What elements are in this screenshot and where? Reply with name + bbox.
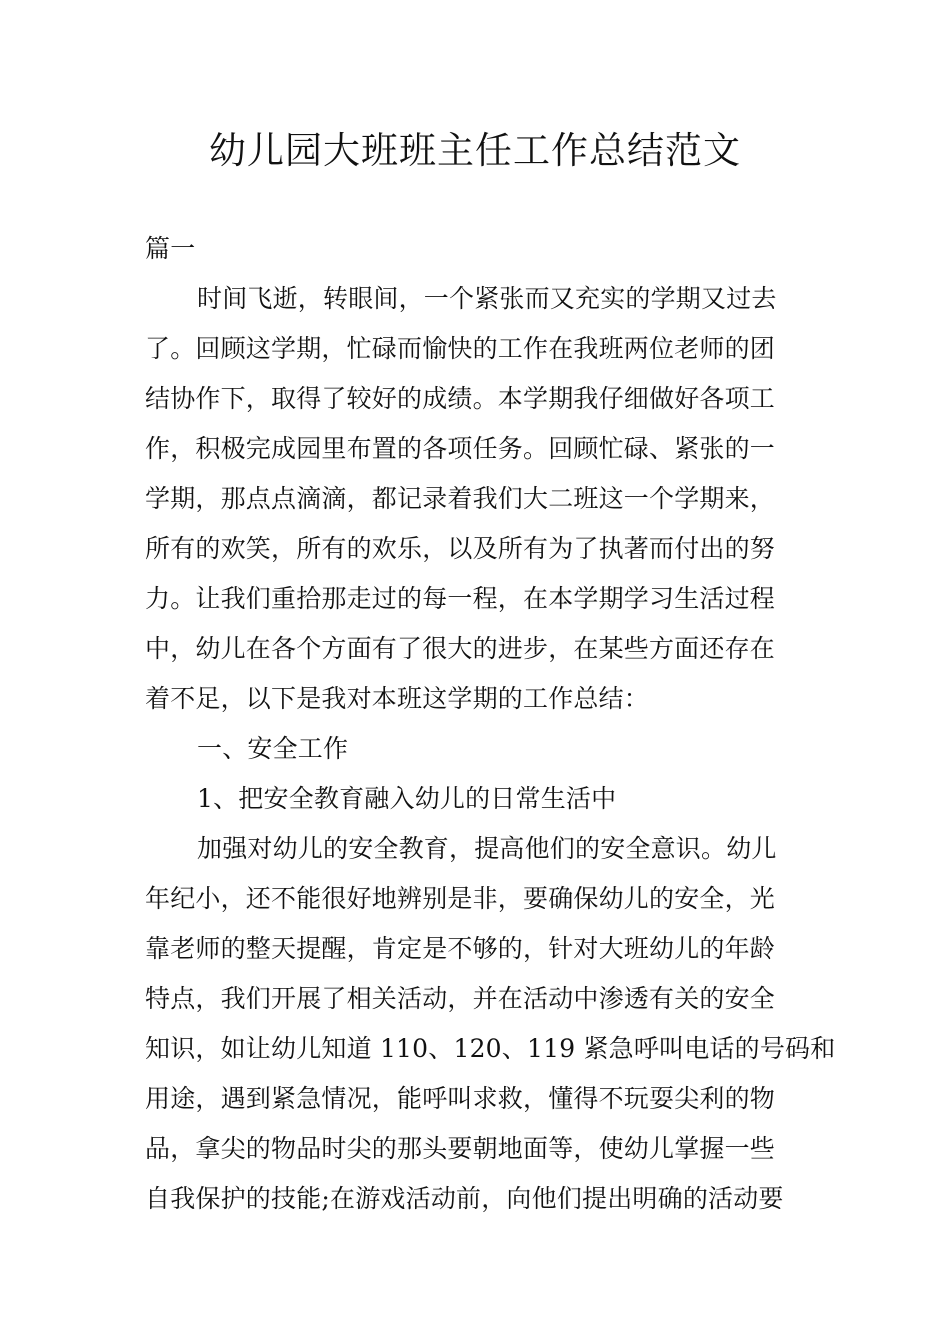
paragraph-line: 特点，我们开展了相关活动，并在活动中渗透有关的安全 (145, 984, 776, 1013)
subsection-heading: 1、把安全教育融入幼儿的日常生活中 (197, 784, 617, 813)
paragraph-line: 品，拿尖的物品时尖的那头要朝地面等，使幼儿掌握一些 (145, 1134, 776, 1163)
paragraph-line: 自我保护的技能;在游戏活动前，向他们提出明确的活动要 (145, 1184, 784, 1213)
paragraph-line: 学期，那点点滴滴，都记录着我们大二班这一个学期来， (145, 484, 776, 513)
paragraph-line: 力。让我们重拾那走过的每一程，在本学期学习生活过程 (145, 584, 776, 613)
paragraph-line: 靠老师的整天提醒，肯定是不够的，针对大班幼儿的年龄 (145, 934, 776, 963)
paragraph-line: 时间飞逝，转眼间，一个紧张而又充实的学期又过去 (197, 284, 777, 313)
paragraph-line: 用途，遇到紧急情况，能呼叫求救，懂得不玩耍尖利的物 (145, 1084, 776, 1113)
document-title: 幼儿园大班班主任工作总结范文 (209, 129, 741, 172)
paragraph-line: 中，幼儿在各个方面有了很大的进步，在某些方面还存在 (145, 634, 776, 663)
section-heading: 一、安全工作 (197, 734, 349, 763)
paragraph-line: 结协作下，取得了较好的成绩。本学期我仔细做好各项工 (145, 384, 776, 413)
paragraph-line: 了。回顾这学期，忙碌而愉快的工作在我班两位老师的团 (145, 334, 776, 363)
paragraph-line: 作，积极完成园里布置的各项任务。回顾忙碌、紧张的一 (145, 434, 776, 463)
paragraph-line: 所有的欢笑，所有的欢乐，以及所有为了执著而付出的努 (145, 534, 776, 563)
paragraph-line: 知识，如让幼儿知道 110、120、119 紧急呼叫电话的号码和 (145, 1034, 836, 1063)
paragraph-line: 加强对幼儿的安全教育，提高他们的安全意识。幼儿 (197, 834, 777, 863)
paragraph-line: 年纪小，还不能很好地辨别是非，要确保幼儿的安全，光 (145, 884, 776, 913)
section-label: 篇一 (145, 234, 196, 263)
document-body (145, 224, 836, 1224)
paragraph-line: 着不足，以下是我对本班这学期的工作总结： (145, 684, 650, 713)
